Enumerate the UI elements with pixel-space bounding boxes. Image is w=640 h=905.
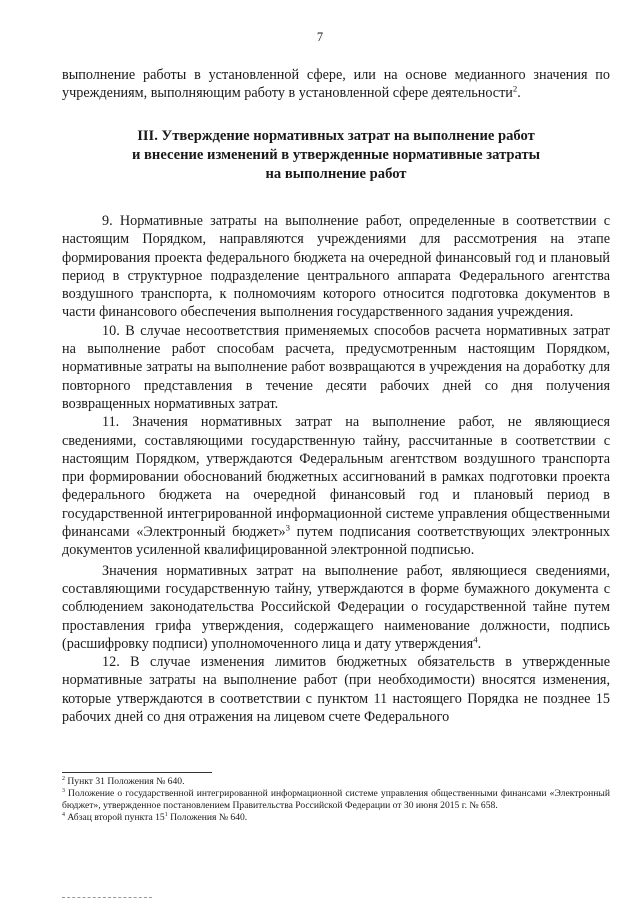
footnote-ref-4: 4 xyxy=(473,634,478,645)
footnote-4-marker: 4 xyxy=(62,811,65,818)
main-text xyxy=(62,212,610,726)
paragraph-11-secret-text: Значения нормативных затрат на выполнение работ, являющиеся сведениями, составляющими государственную тайну, утверждаются в форме бумажного документа с соблюдением законодательства Российской Федерации о государственной тайне путем проставления грифа утверждения, содержащего наименование должности, подпись (расшифровку подписи) уполномоченного лица и дату утверждения xyxy=(62,562,610,652)
footnote-divider xyxy=(62,772,212,773)
footnote-4-text-end: Положения № 640. xyxy=(167,812,248,823)
footnote-4 xyxy=(62,812,610,824)
scan-edge-mark xyxy=(62,897,152,899)
footnotes xyxy=(62,776,610,824)
heading-line-2: и внесение изменений в утвержденные нормативные затраты xyxy=(131,147,541,163)
paragraph-11-text-b: путем подписания соответствующих электронных документов усиленной квалифицированной электронной подписью. xyxy=(62,524,611,559)
footnote-ref-3: 3 xyxy=(285,522,291,533)
footnote-3-text: Положение о государственной интегрированной информационной системе управления общественными финансами «Электронный бюджет», утвержденное постановлением Правительства Российской Федерации от 30 июня 2015 г. № 658. xyxy=(62,788,610,811)
footnote-3-marker: 3 xyxy=(62,787,65,794)
footnote-3 xyxy=(62,788,610,812)
footnote-2-text: Пункт 31 Положения № 640. xyxy=(64,776,185,787)
paragraph-10: 10. В случае несоответствия применяемых способов расчета нормативных затрат на выполнение работ способам расчета, предусмотренным настоящим Порядком, нормативные затраты на выполнение работ возвращаются в учреждения на доработку для повторного представления в течение десяти рабочих дней со дня получения возвращенных нормативных затрат. xyxy=(62,322,610,412)
footnote-4-text: Абзац второй пункта 15 xyxy=(64,812,165,823)
intro-paragraph xyxy=(62,66,610,103)
paragraph-11-secret-end: . xyxy=(477,635,482,652)
paragraph-11-secret xyxy=(62,562,610,653)
paragraph-9: 9. Нормативные затраты на выполнение работ, определенные в соответствии с настоящим Порядком, направляются учреждениями для рассмотрения на этапе формирования проекта федерального бюджета на очередной финансовый год и плановый период в структурное подразделение центрального аппарата Федерального агентства воздушного транспорта, к полномочиям которого относится подготовка документов в части финансового обеспечения выполнения государственного задания учреждения. xyxy=(62,213,610,321)
section-heading xyxy=(62,127,610,184)
heading-line-1: III. Утверждение нормативных затрат на выполнение работ xyxy=(137,128,535,144)
page-number: 7 xyxy=(316,30,324,44)
footnote-2-marker: 2 xyxy=(62,775,65,782)
paragraph-11-text-a: 11. Значения нормативных затрат на выполнение работ, не являющиеся сведениями, составляющими государственную тайну, рассчитанные в соответствии с настоящим Порядком, утверждаются Федеральным агентством воздушного транспорта при формировании обоснований бюджетных ассигнований в рамках подготовки проекта федерального бюджета на очередной финансовый год и плановый период в государственной интегрированной информационной системе управления общественными финансами «Электронный бюджет» xyxy=(62,414,610,541)
intro-end: . xyxy=(517,85,521,102)
footnote-2 xyxy=(62,776,610,788)
intro-text: выполнение работы в установленной сфере, или на основе медианного значения по учреждениям, выполняющим работу в установленной сфере деятельности xyxy=(62,67,610,102)
paragraph-12: 12. В случае изменения лимитов бюджетных обязательств в утвержденные нормативные затраты на выполнение работ (при необходимости) вносятся изменения, которые утверждаются в соответствии с пунктом 11 настоящего Порядка не позднее 15 рабочих дней со дня отражения на лицевом счете Федерального xyxy=(62,654,610,726)
footnote-ref-2: 2 xyxy=(512,83,518,94)
footnote-4-superscript: 1 xyxy=(164,811,168,818)
heading-line-3: на выполнение работ xyxy=(265,166,407,182)
paragraph-11 xyxy=(62,413,610,559)
